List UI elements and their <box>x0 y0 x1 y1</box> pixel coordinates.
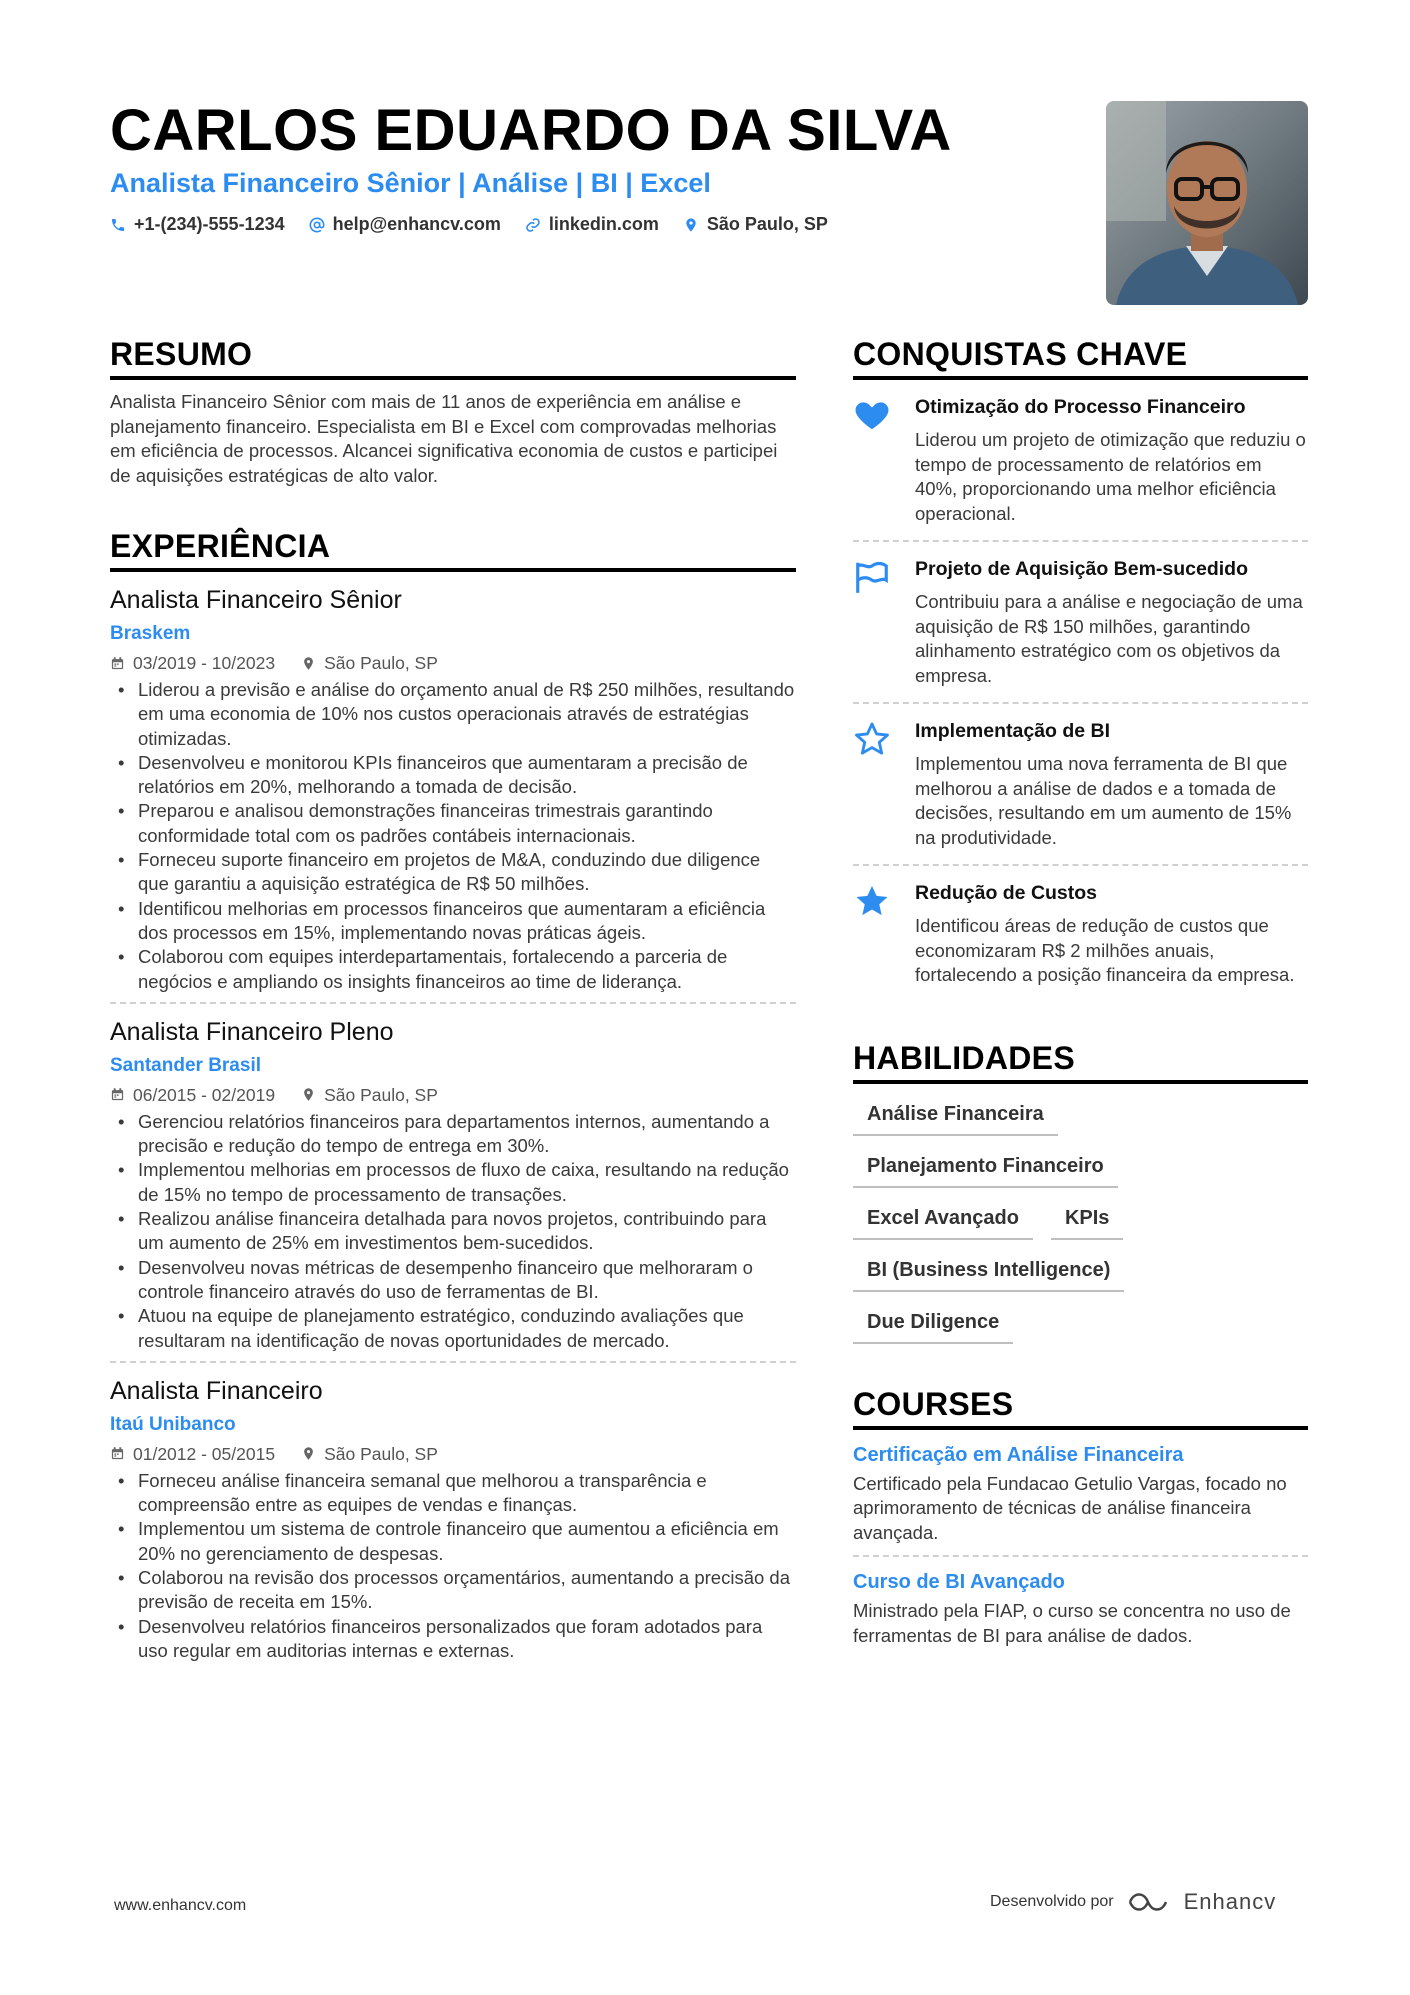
footer-website[interactable]: www.enhancv.com <box>114 1897 247 1914</box>
achievement-desc: Liderou um projeto de otimização que reduziu o tempo de processamento de relatórios em 40%, proporcionando uma melhor eficiência operacional. <box>915 429 1306 524</box>
achievement-desc: Contribuiu para a análise e negociação de uma aquisição de R$ 150 milhões, garantindo alinhamento estratégico com os objetivos da empresa. <box>915 591 1303 686</box>
left-column <box>110 334 796 1683</box>
phone-icon <box>110 217 126 233</box>
contact-row <box>110 214 1070 235</box>
skill-tag: Planejamento Financeiro <box>853 1148 1118 1188</box>
bullet-item: • Realizou análise financeira detalhada para novos projetos, contribuindo para um aumento de 25% em investimentos bem-sucedidos. <box>110 1207 796 1256</box>
bullet-item: • Implementou um sistema de controle financeiro que aumentou a eficiência em 20% no gerenciamento de despesas. <box>110 1517 796 1566</box>
job-title: Analista Financeiro <box>110 1376 323 1405</box>
location-pin-icon <box>301 656 316 671</box>
contact-linkedin[interactable] <box>525 214 659 235</box>
job-location <box>301 652 438 674</box>
job-meta <box>110 1084 796 1106</box>
achievements-section <box>853 334 1308 1002</box>
company-name: Braskem <box>110 623 191 644</box>
job-location <box>301 1443 438 1465</box>
location-text: São Paulo, SP <box>324 1084 438 1105</box>
achievements-heading: CONQUISTAS CHAVE <box>853 334 1308 380</box>
achievement-item <box>853 866 1308 1002</box>
job-dates <box>110 652 275 674</box>
bullet-item: • Atuou na equipe de planejamento estratégico, conduzindo avaliações que resultaram na identificação de novas oportunidades de mercado. <box>110 1304 796 1353</box>
bullet-item: • Forneceu suporte financeiro em projetos de M&A, conduzindo due diligence que garantiu a aquisição estratégica de R$ 50 milhões. <box>110 848 796 897</box>
job-dates <box>110 1443 275 1465</box>
skills-section <box>853 1038 1308 1356</box>
enhancv-logo-icon <box>1126 1890 1172 1914</box>
bullet-item: • Colaborou com equipes interdepartamentais, fortalecendo a parceria de negócios e ampliando os insights financeiros ao time de liderança. <box>110 945 796 994</box>
brand-name: Enhancv <box>1183 1889 1277 1914</box>
calendar-icon <box>110 656 125 671</box>
courses-heading: COURSES <box>853 1384 1308 1430</box>
achievement-item <box>853 704 1308 866</box>
linkedin-text: linkedin.com <box>548 214 659 234</box>
summary-heading: RESUMO <box>110 334 796 380</box>
job-dates <box>110 1084 275 1106</box>
bullet-item: • Liderou a previsão e análise do orçamento anual de R$ 250 milhões, resultando em uma economia de 10% nos custos operacionais através de estratégias otimizadas. <box>110 678 796 751</box>
skills-heading: HABILIDADES <box>853 1038 1308 1084</box>
job-entry <box>110 1016 796 1363</box>
location-text: São Paulo, SP <box>324 653 438 673</box>
star-filled-icon <box>853 882 891 920</box>
summary-section <box>110 334 796 488</box>
headline: Analista Financeiro Sênior | Análise | BI | Excel <box>110 168 711 198</box>
course-item <box>853 1430 1308 1558</box>
achievement-title: Projeto de Aquisição Bem-sucedido <box>915 558 1249 580</box>
bullet-item: • Colaborou na revisão dos processos orçamentários, aumentando a precisão da previsão de receita em 15%. <box>110 1566 796 1615</box>
candidate-name: CARLOS EDUARDO DA SILVA <box>110 98 952 163</box>
job-entry <box>110 1375 796 1671</box>
experience-section <box>110 526 796 1671</box>
skills-list <box>853 1096 1308 1356</box>
calendar-icon <box>110 1446 125 1461</box>
skill-tag: KPIs <box>1051 1200 1123 1240</box>
skill-tag: Due Diligence <box>853 1304 1013 1344</box>
job-title: Analista Financeiro Sênior <box>110 586 402 614</box>
right-column <box>853 334 1308 1658</box>
dates-text: 03/2019 - 10/2023 <box>133 653 276 673</box>
course-item <box>853 1557 1308 1658</box>
experience-heading: EXPERIÊNCIA <box>110 526 796 572</box>
footer-brand[interactable] <box>990 1889 1276 1915</box>
bullet-item: • Desenvolveu relatórios financeiros personalizados que foram adotados para uso regular em auditorias internas e externas. <box>110 1615 796 1664</box>
contact-phone[interactable] <box>110 214 285 235</box>
company-name: Itaú Unibanco <box>110 1413 236 1435</box>
bullet-item: • Desenvolveu novas métricas de desempenho financeiro que melhoraram o controle financeiro através do uso de ferramentas de BI. <box>110 1256 796 1305</box>
bullet-item: • Identificou melhorias em processos financeiros que aumentaram a eficiência dos processos em 15%, implementando novas práticas ágeis. <box>110 897 796 946</box>
location-pin-icon <box>683 217 699 233</box>
job-bullets <box>110 678 796 994</box>
achievement-title: Redução de Custos <box>915 882 1098 904</box>
course-desc: Ministrado pela FIAP, o curso se concentra no uso de ferramentas de BI para análise de dados. <box>853 1600 1291 1646</box>
job-location <box>301 1084 438 1106</box>
job-meta <box>110 1443 796 1465</box>
skill-tag: BI (Business Intelligence) <box>853 1252 1124 1292</box>
bullet-item: • Gerenciou relatórios financeiros para departamentos internos, aumentando a precisão e redução do tempo de entrega em 30%. <box>110 1110 796 1159</box>
star-outline-icon <box>853 720 891 758</box>
achievement-title: Otimização do Processo Financeiro <box>915 396 1246 418</box>
summary-text: Analista Financeiro Sênior com mais de 11 anos de experiência em análise e planejamento financeiro. Especialista em BI e Excel com comprovadas melhorias em eficiência de processos. Alcancei significativa economia de custos e participei de aquisições estratégicas de alto valor. <box>110 391 778 486</box>
job-bullets <box>110 1110 796 1353</box>
achievement-item <box>853 380 1308 542</box>
bullet-item: • Implementou melhorias em processos de fluxo de caixa, resultando na redução de 15% no tempo de processamento de transações. <box>110 1158 796 1207</box>
location-text: São Paulo, SP <box>324 1443 438 1464</box>
resume-header <box>110 98 1070 235</box>
email-text: help@enhancv.com <box>332 214 501 234</box>
course-title: Curso de BI Avançado <box>853 1571 1065 1593</box>
job-bullets <box>110 1469 796 1663</box>
profile-photo <box>1106 101 1308 305</box>
powered-by-text: Desenvolvido por <box>990 1893 1114 1910</box>
contact-location <box>683 214 828 235</box>
achievement-item <box>853 542 1308 704</box>
course-title: Certificação em Análise Financeira <box>853 1443 1184 1466</box>
dates-text: 06/2015 - 02/2019 <box>133 1084 276 1105</box>
calendar-icon <box>110 1087 125 1102</box>
achievement-title: Implementação de BI <box>915 720 1111 742</box>
achievement-desc: Identificou áreas de redução de custos que economizaram R$ 2 milhões anuais, fortalecendo a posição financeira da empresa. <box>915 915 1295 985</box>
bullet-item: • Preparou e analisou demonstrações financeiras trimestrais garantindo conformidade total com os padrões contábeis internacionais. <box>110 799 796 848</box>
job-meta <box>110 652 796 674</box>
heart-icon <box>853 396 891 434</box>
at-icon <box>309 217 325 233</box>
contact-email[interactable] <box>309 214 501 235</box>
link-icon <box>525 217 541 233</box>
skill-tag: Excel Avançado <box>853 1200 1033 1240</box>
bullet-item: • Desenvolveu e monitorou KPIs financeiros que aumentaram a precisão de relatórios em 20%, melhorando a tomada de decisão. <box>110 751 796 800</box>
skill-tag: Análise Financeira <box>853 1096 1058 1136</box>
company-name: Santander Brasil <box>110 1054 261 1076</box>
bullet-item: • Forneceu análise financeira semanal que melhorou a transparência e compreensão entre as equipes de vendas e finanças. <box>110 1469 796 1518</box>
job-title: Analista Financeiro Pleno <box>110 1017 394 1046</box>
flag-icon <box>853 558 891 596</box>
location-pin-icon <box>301 1446 316 1461</box>
achievement-desc: Implementou uma nova ferramenta de BI que melhorou a análise de dados e a tomada de decisões, resultando em um aumento de 15% na produtividade. <box>915 753 1292 848</box>
phone-text: +1-(234)-555-1234 <box>134 214 285 234</box>
dates-text: 01/2012 - 05/2015 <box>133 1443 276 1464</box>
course-desc: Certificado pela Fundacao Getulio Vargas, focado no aprimoramento de técnicas de análise financeira avançada. <box>853 1472 1287 1543</box>
courses-section <box>853 1384 1308 1659</box>
job-entry <box>110 584 796 1004</box>
location-text: São Paulo, SP <box>706 214 828 234</box>
location-pin-icon <box>301 1087 316 1102</box>
